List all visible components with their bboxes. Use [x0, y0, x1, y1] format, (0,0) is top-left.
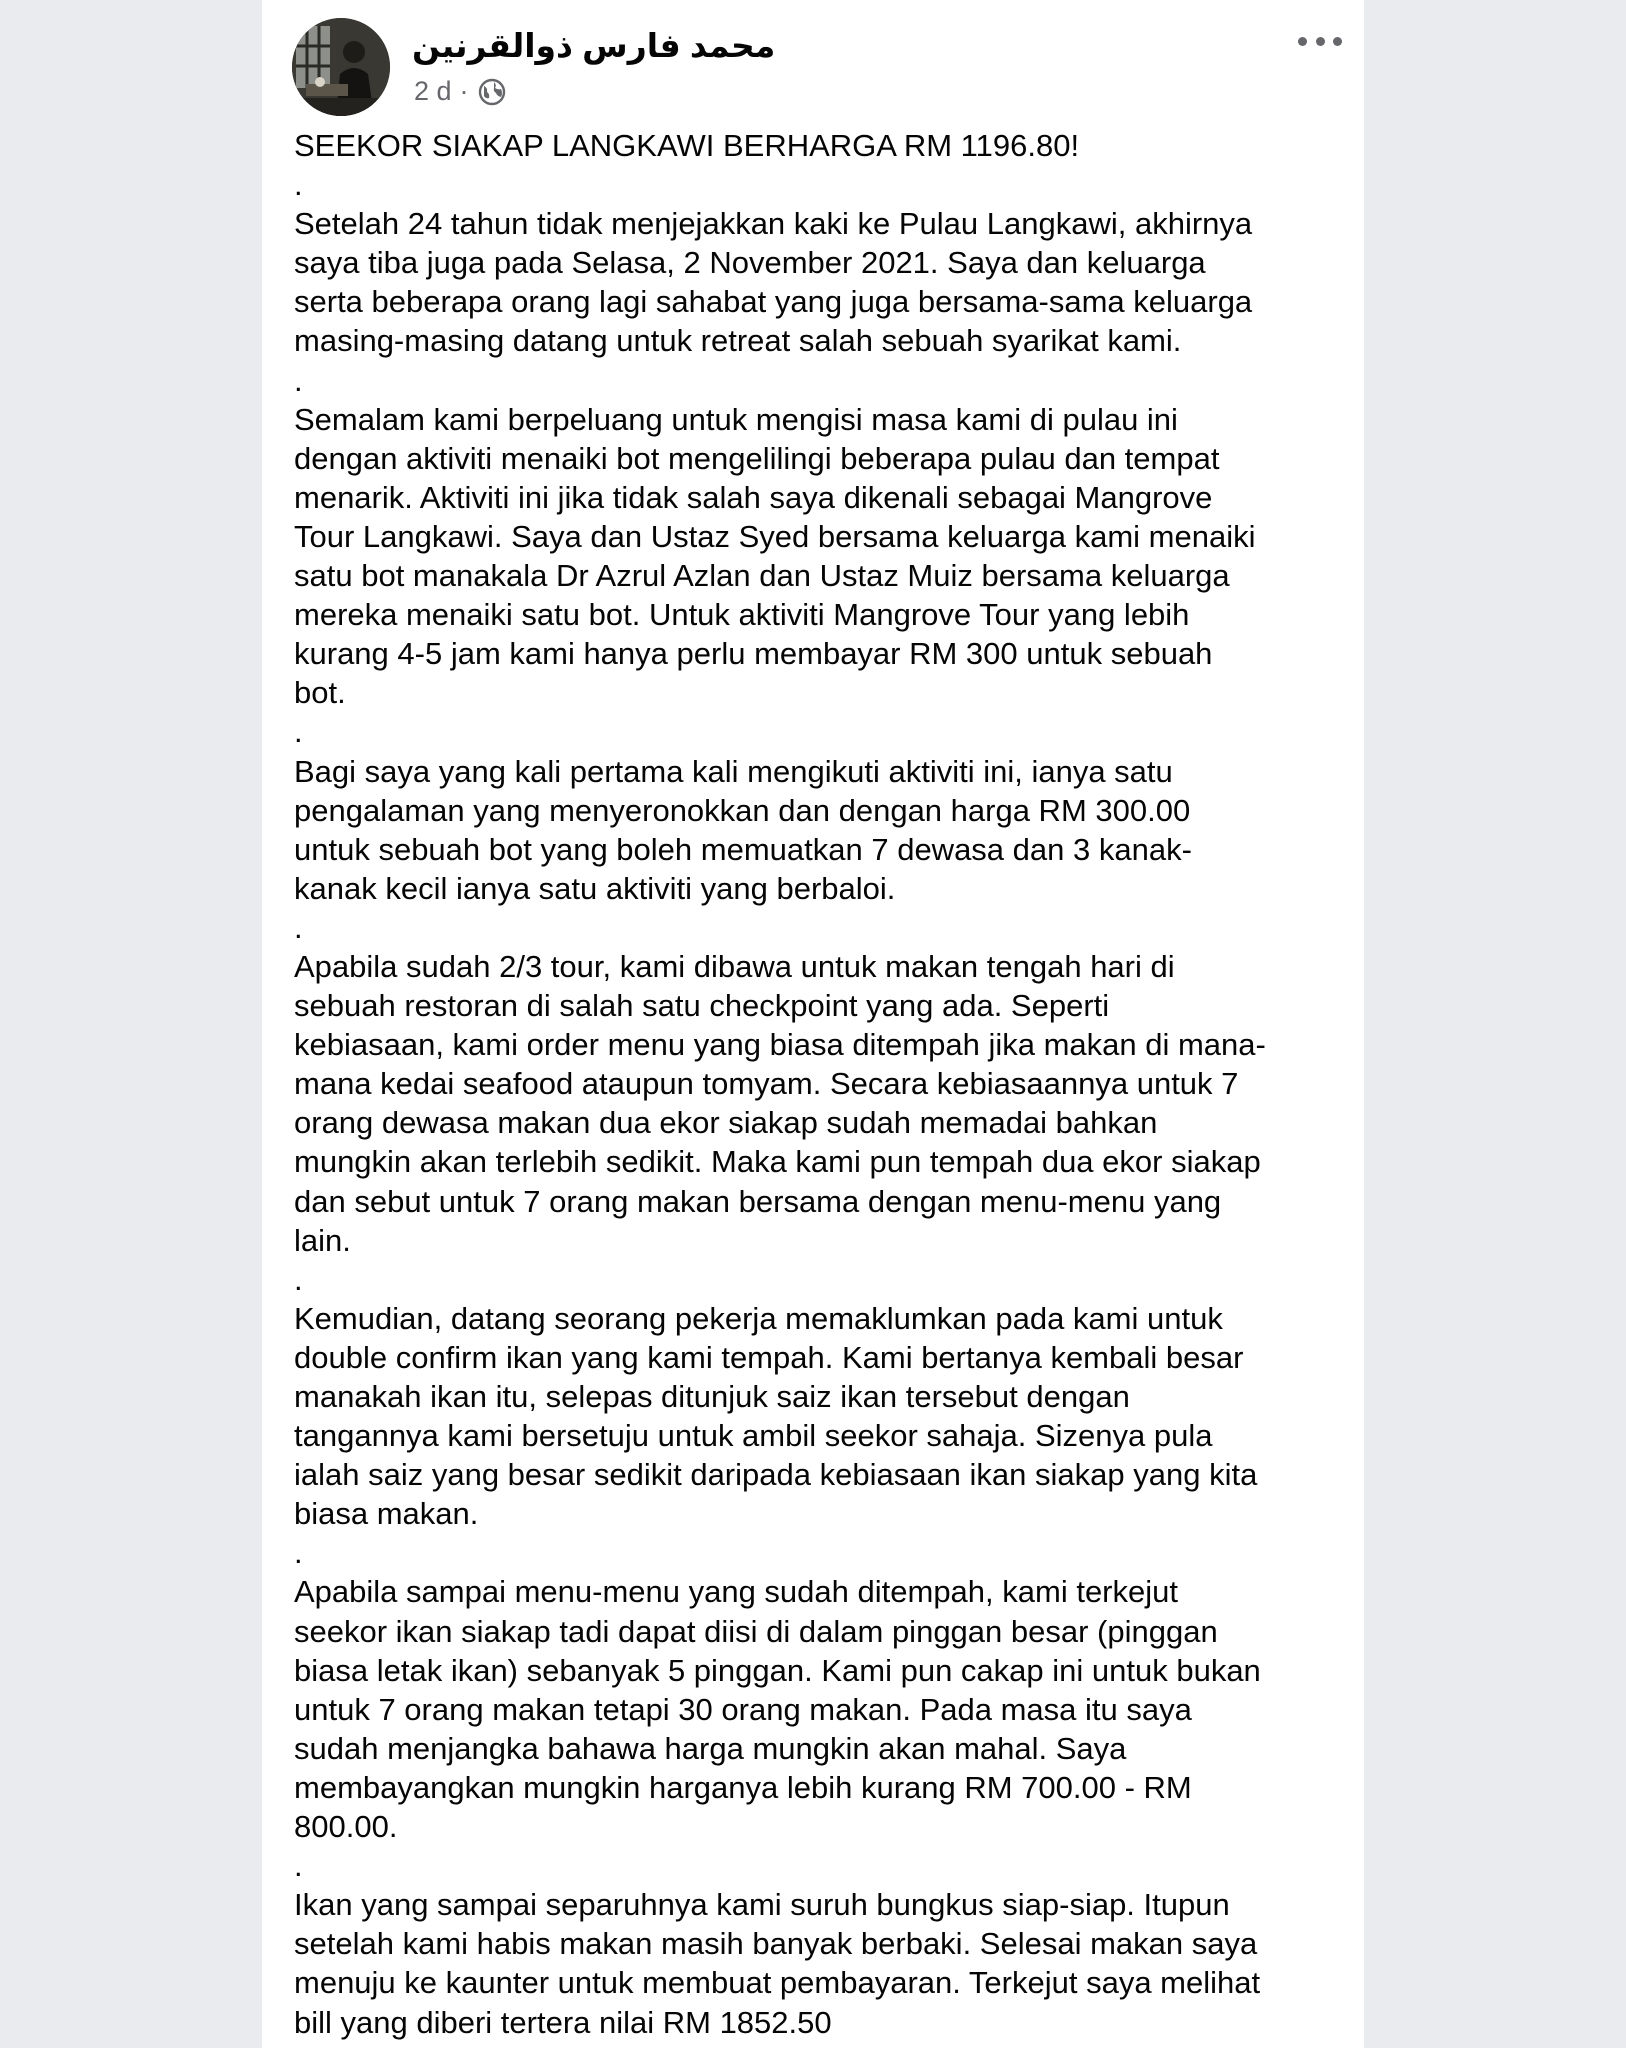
- post-line: .: [294, 1535, 303, 1571]
- post-line: saya tiba juga pada Selasa, 2 November 2021. Saya dan keluarga: [294, 245, 1206, 281]
- post-line: mereka menaiki satu bot. Untuk aktiviti Mangrove Tour yang lebih: [294, 597, 1190, 633]
- post-line: .: [294, 909, 303, 945]
- post-line: satu bot manakala Dr Azrul Azlan dan Ustaz Muiz bersama keluarga: [294, 558, 1230, 594]
- post-line: biasa letak ikan) sebanyak 5 pinggan. Kami pun cakap ini untuk bukan: [294, 1652, 1261, 1688]
- post-line: 800.00.: [294, 1809, 398, 1845]
- globe-icon: [477, 77, 507, 107]
- post-time[interactable]: 2 d: [414, 76, 452, 106]
- post-line: Apabila sampai menu-menu yang sudah ditempah, kami terkejut: [294, 1574, 1178, 1610]
- post-line: Semalam kami berpeluang untuk mengisi masa kami di pulau ini: [294, 401, 1178, 437]
- post-text: [294, 126, 1352, 2042]
- post-line: mana kedai seafood ataupun tomyam. Secara kebiasaannya untuk 7: [294, 1066, 1239, 1102]
- post-line: Ikan yang sampai separuhnya kami suruh bungkus siap-siap. Itupun: [294, 1887, 1230, 1923]
- post-line: masing-masing datang untuk retreat salah sebuah syarikat kami.: [294, 323, 1182, 359]
- post-line: double confirm ikan yang kami tempah. Kami bertanya kembali besar: [294, 1339, 1244, 1375]
- post-line: Setelah 24 tahun tidak menjejakkan kaki ke Pulau Langkawi, akhirnya: [294, 206, 1253, 242]
- post-line: seekor ikan siakap tadi dapat diisi di dalam pinggan besar (pinggan: [294, 1613, 1218, 1649]
- avatar-photo: [292, 18, 390, 116]
- post-line: menarik. Aktiviti ini jika tidak salah saya dikenali sebagai Mangrove: [294, 479, 1213, 515]
- post-line: sudah menjangka bahawa harga mungkin akan mahal. Saya: [294, 1730, 1127, 1766]
- post-line: kanak kecil ianya satu aktiviti yang berbaloi.: [294, 870, 896, 906]
- post-line: pengalaman yang menyeronokkan dan dengan harga RM 300.00: [294, 792, 1191, 828]
- post-line: Bagi saya yang kali pertama kali mengikuti aktiviti ini, ianya satu: [294, 753, 1173, 789]
- post-line: menuju ke kaunter untuk membuat pembayaran. Terkejut saya melihat: [294, 1965, 1261, 2001]
- post-line: mungkin akan terlebih sedikit. Maka kami pun tempah dua ekor siakap: [294, 1144, 1261, 1180]
- meta-separator: ·: [459, 76, 469, 106]
- post-line: .: [294, 1848, 303, 1884]
- post-line: dengan aktiviti menaiki bot mengelilingi beberapa pulau dan tempat: [294, 440, 1220, 476]
- post-line: Apabila sudah 2/3 tour, kami dibawa untuk makan tengah hari di: [294, 948, 1175, 984]
- post-line: .: [294, 362, 303, 398]
- post-line: sebuah restoran di salah satu checkpoint yang ada. Seperti: [294, 988, 1110, 1024]
- more-dot: [1298, 37, 1307, 46]
- post-line: Kemudian, datang seorang pekerja memaklumkan pada kami untuk: [294, 1300, 1223, 1336]
- author-name[interactable]: محمد فارس ذوالقرنين: [412, 27, 776, 64]
- post-line: serta beberapa orang lagi sahabat yang juga bersama-sama keluarga: [294, 284, 1253, 320]
- post-line: bot.: [294, 675, 346, 711]
- post-line: untuk 7 orang makan tetapi 30 orang makan. Pada masa itu saya: [294, 1691, 1192, 1727]
- post-line: untuk sebuah bot yang boleh memuatkan 7 dewasa dan 3 kanak-: [294, 831, 1192, 867]
- post-line: orang dewasa makan dua ekor siakap sudah memadai bahkan: [294, 1105, 1158, 1141]
- post-meta: [414, 76, 507, 107]
- post-line: .: [294, 167, 303, 203]
- post-line: Tour Langkawi. Saya dan Ustaz Syed bersama keluarga kami menaiki: [294, 518, 1256, 554]
- post-line: bill yang diberi tertera nilai RM 1852.50: [294, 2004, 832, 2040]
- post-line: biasa makan.: [294, 1496, 479, 1532]
- avatar[interactable]: [292, 18, 390, 116]
- post-line: manakah ikan itu, selepas ditunjuk saiz ikan tersebut dengan: [294, 1379, 1130, 1414]
- more-dot: [1316, 37, 1325, 46]
- post-header: [262, 0, 1364, 120]
- post-line: kurang 4-5 jam kami hanya perlu membayar RM 300 untuk sebuah: [294, 636, 1213, 672]
- post-line: .: [294, 714, 303, 750]
- more-options-icon[interactable]: [1298, 26, 1342, 56]
- post-card: [262, 0, 1364, 2048]
- post-line: kebiasaan, kami order menu yang biasa ditempah jika makan di mana-: [294, 1027, 1266, 1063]
- post-line: setelah kami habis makan masih banyak berbaki. Selesai makan saya: [294, 1926, 1258, 1962]
- post-line: membayangkan mungkin harganya lebih kurang RM 700.00 - RM: [294, 1769, 1192, 1805]
- post-line: SEEKOR SIAKAP LANGKAWI BERHARGA RM 1196.80!: [294, 128, 1080, 163]
- post-line: ialah saiz yang besar sedikit daripada kebiasaan ikan siakap yang kita: [294, 1457, 1258, 1493]
- post-line: dan sebut untuk 7 orang makan bersama dengan menu-menu yang: [294, 1183, 1222, 1219]
- post-line: tangannya kami bersetuju untuk ambil seekor sahaja. Sizenya pula: [294, 1418, 1213, 1454]
- post-line: .: [294, 1261, 303, 1297]
- more-dot: [1333, 37, 1342, 46]
- post-line: lain.: [294, 1222, 351, 1258]
